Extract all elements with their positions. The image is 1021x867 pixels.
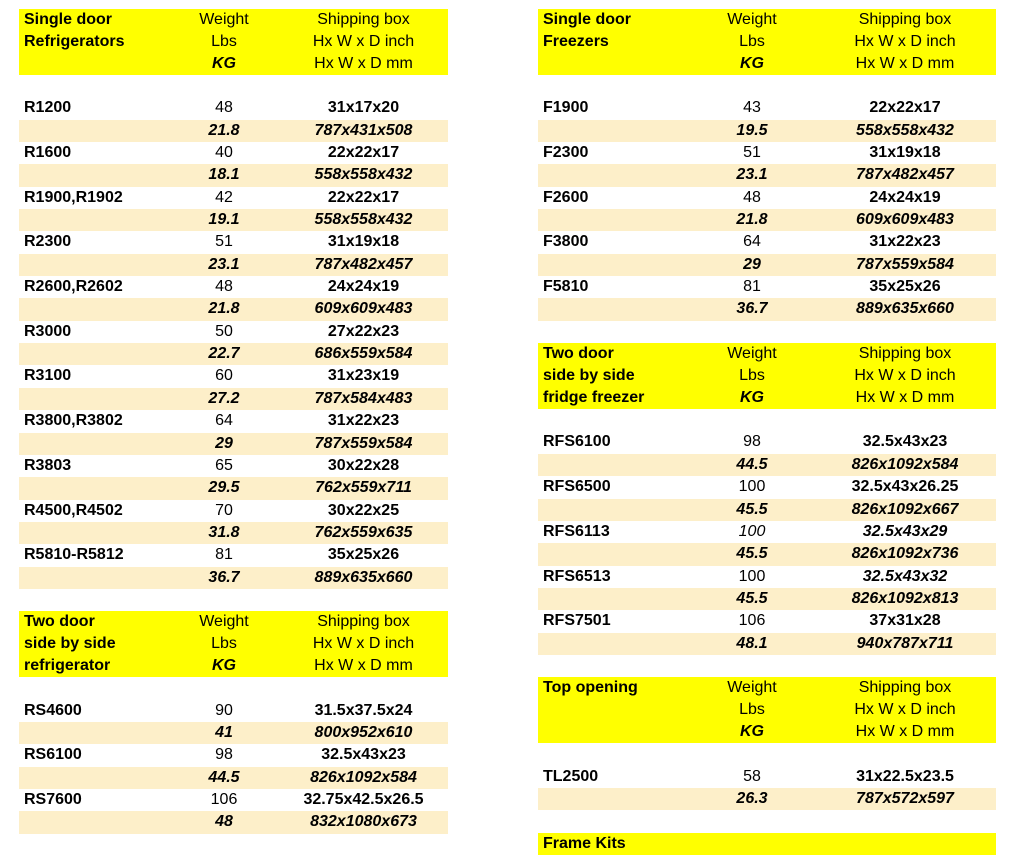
weight-lbs: 98 — [215, 746, 233, 764]
weight-header-line: Lbs — [211, 33, 237, 50]
metric-row-label — [19, 767, 169, 789]
model-row — [19, 365, 448, 387]
category-title-line: side by side — [543, 367, 635, 385]
metric-row-label — [19, 298, 169, 320]
box-mm: 832x1080x673 — [310, 813, 417, 831]
metric-row — [19, 388, 448, 410]
weight-lbs: 100 — [738, 522, 766, 540]
metric-row — [538, 254, 996, 276]
box-inch: 24x24x19 — [869, 188, 941, 206]
metric-row-label — [19, 477, 169, 499]
weight-lbs: 106 — [738, 612, 766, 630]
weight-header-line: KG — [212, 657, 236, 675]
shipping-box-header — [814, 9, 996, 75]
box-mm: 686x559x584 — [314, 345, 413, 363]
weight-header-line: Weight — [199, 11, 249, 28]
category-title-line: Two door — [24, 613, 95, 631]
model-row — [19, 789, 448, 811]
box-mm: 826x1092x736 — [851, 545, 959, 563]
weight-header-line: KG — [740, 389, 764, 407]
model-name: F1900 — [543, 99, 589, 117]
category-title — [538, 677, 690, 743]
shipping-box-header — [279, 9, 448, 75]
shipping-box-header-line: Hx W x D inch — [854, 33, 956, 50]
box-inch: 37x31x28 — [869, 612, 941, 630]
spacer — [538, 75, 996, 97]
model-row — [538, 610, 996, 632]
model-name: RFS6100 — [543, 433, 611, 451]
section-header — [538, 343, 996, 409]
weight-kg: 26.3 — [736, 789, 768, 807]
box-mm: 889x635x660 — [314, 568, 413, 586]
shipping-box-header-line: Shipping box — [858, 345, 952, 363]
box-inch: 31x22.5x23.5 — [856, 767, 954, 785]
weight-kg: 29 — [743, 255, 761, 273]
model-name: RS4600 — [24, 701, 82, 719]
weight-kg: 18.1 — [208, 166, 240, 184]
weight-kg: 22.7 — [208, 345, 240, 363]
weight-header-line: Weight — [727, 11, 777, 28]
weight-header — [169, 9, 279, 75]
weight-kg: 21.8 — [736, 211, 768, 229]
weight-lbs: 70 — [215, 501, 233, 519]
weight-kg: 19.1 — [208, 211, 240, 229]
category-title — [538, 833, 690, 855]
weight-kg: 29 — [215, 434, 233, 452]
shipping-box-header — [279, 611, 448, 677]
metric-row-label — [19, 522, 169, 544]
weight-lbs: 98 — [743, 433, 761, 451]
weight-lbs: 100 — [738, 478, 766, 496]
weight-lbs: 51 — [743, 144, 761, 162]
box-mm: 558x558x432 — [314, 211, 413, 229]
category-title — [19, 611, 169, 677]
model-name: R1600 — [24, 144, 72, 162]
box-inch: 22x22x17 — [327, 188, 400, 206]
model-name: RFS6513 — [543, 567, 611, 585]
box-mm: 609x609x483 — [314, 300, 413, 318]
weight-kg: 45.5 — [736, 500, 768, 518]
metric-row-label — [538, 120, 690, 142]
weight-kg: 45.5 — [736, 589, 768, 607]
weight-lbs: 81 — [743, 278, 761, 296]
box-inch: 27x22x23 — [327, 322, 400, 340]
model-row — [19, 142, 448, 164]
shipping-box-header-line: Hx W x D mm — [855, 389, 955, 407]
weight-header-line: Weight — [727, 345, 777, 363]
box-inch: 31x23x19 — [327, 367, 400, 385]
box-inch: 24x24x19 — [327, 278, 400, 296]
shipping-box-header-line: Shipping box — [317, 613, 410, 631]
left-column — [19, 9, 448, 834]
weight-lbs: 100 — [738, 567, 766, 585]
model-name: TL2500 — [543, 767, 599, 785]
weight-header-line: Lbs — [211, 635, 237, 653]
model-name: R3000 — [24, 322, 72, 340]
weight-lbs: 106 — [210, 790, 238, 808]
shipping-box-header-line: Hx W x D inch — [854, 367, 956, 385]
metric-row — [19, 477, 448, 499]
weight-header — [690, 9, 814, 75]
metric-row-label — [538, 254, 690, 276]
model-name: RS7600 — [24, 790, 82, 808]
box-mm: 889x635x660 — [856, 300, 954, 318]
metric-row-label — [19, 722, 169, 744]
metric-row — [19, 209, 448, 231]
metric-row-label — [19, 433, 169, 455]
metric-row-label — [19, 209, 169, 231]
category-title-line: Frame Kits — [543, 834, 626, 852]
model-row — [538, 142, 996, 164]
model-row — [19, 410, 448, 432]
box-inch: 32.5x43x26.25 — [851, 478, 959, 496]
category-title-line: Single door — [24, 11, 112, 28]
box-mm: 800x952x610 — [314, 723, 413, 741]
model-name: R3100 — [24, 367, 72, 385]
model-name: RFS7501 — [543, 612, 611, 630]
metric-row — [19, 164, 448, 186]
category-title-line: side by side — [24, 635, 116, 653]
box-mm: 787x482x457 — [856, 166, 954, 184]
box-inch: 35x25x26 — [869, 278, 941, 296]
metric-row-label — [538, 588, 690, 610]
category-title-line — [24, 53, 169, 75]
metric-row-label — [19, 811, 169, 833]
model-name: RFS6500 — [543, 478, 611, 496]
box-mm: 762x559x711 — [315, 479, 412, 497]
metric-row — [538, 120, 996, 142]
weight-kg: 19.5 — [736, 121, 768, 139]
box-mm: 826x1092x667 — [851, 500, 959, 518]
model-name: RS6100 — [24, 746, 82, 764]
metric-row-label — [19, 254, 169, 276]
weight-kg: 21.8 — [208, 121, 240, 139]
metric-row — [538, 633, 996, 655]
box-mm: 558x558x432 — [314, 166, 413, 184]
weight-lbs: 64 — [743, 233, 761, 251]
shipping-box-header-line: Hx W x D inch — [312, 635, 415, 653]
section-header — [19, 9, 448, 75]
weight-header — [690, 677, 814, 743]
model-name: F2600 — [543, 188, 589, 206]
model-name: R1900,R1902 — [24, 188, 123, 206]
weight-lbs: 60 — [215, 367, 233, 385]
shipping-box-header-line: Hx W x D mm — [314, 657, 413, 675]
model-row — [19, 97, 448, 119]
spacer — [538, 655, 996, 677]
weight-lbs: 81 — [215, 546, 233, 564]
weight-kg: 48 — [215, 813, 233, 831]
shipping-box-header-line: Hx W x D mm — [855, 55, 955, 72]
weight-lbs: 48 — [743, 188, 761, 206]
metric-row-label — [19, 164, 169, 186]
metric-row — [19, 254, 448, 276]
weight-kg: 44.5 — [736, 455, 768, 473]
category-title-line: Single door — [543, 11, 631, 28]
model-row — [19, 187, 448, 209]
weight-header-line: KG — [212, 55, 236, 72]
section-header — [19, 611, 448, 677]
metric-row-label — [19, 567, 169, 589]
model-row — [19, 455, 448, 477]
model-name: R5810-R5812 — [24, 546, 124, 564]
weight-header-line: KG — [740, 55, 764, 72]
weight-lbs: 48 — [215, 99, 233, 117]
weight-kg: 45.5 — [736, 545, 768, 563]
weight-kg: 29.5 — [208, 479, 240, 497]
box-mm: 787x572x597 — [856, 789, 954, 807]
model-row — [538, 476, 996, 498]
box-inch: 32.75x42.5x26.5 — [303, 790, 424, 808]
box-inch: 31x22x23 — [869, 233, 941, 251]
model-name: R1200 — [24, 99, 72, 117]
shipping-box-header-line: Shipping box — [317, 11, 410, 28]
model-row — [19, 500, 448, 522]
box-mm: 787x559x584 — [856, 255, 954, 273]
category-title-line: Top opening — [543, 679, 638, 697]
metric-row-label — [538, 209, 690, 231]
box-inch: 32.5x43x23 — [321, 746, 406, 764]
metric-row-label — [19, 120, 169, 142]
model-row — [538, 231, 996, 253]
box-mm: 609x609x483 — [856, 211, 954, 229]
model-row — [19, 744, 448, 766]
weight-header — [690, 343, 814, 409]
metric-row-label — [538, 298, 690, 320]
box-inch: 30x22x25 — [327, 501, 400, 519]
metric-row — [19, 811, 448, 833]
box-inch: 32.5x43x29 — [862, 522, 948, 540]
model-row — [538, 566, 996, 588]
metric-row — [538, 499, 996, 521]
shipping-box-header-line: Shipping box — [858, 679, 952, 697]
weight-kg: 21.8 — [208, 300, 240, 318]
metric-row-label — [538, 633, 690, 655]
box-inch: 31x17x20 — [327, 99, 400, 117]
box-inch: 35x25x26 — [327, 546, 400, 564]
weight-lbs: 40 — [215, 144, 233, 162]
metric-row — [19, 298, 448, 320]
metric-row — [538, 209, 996, 231]
model-name: F5810 — [543, 278, 589, 296]
box-inch: 30x22x28 — [327, 456, 400, 474]
model-name: R2300 — [24, 233, 72, 251]
metric-row — [19, 343, 448, 365]
model-row — [538, 521, 996, 543]
metric-row — [538, 298, 996, 320]
metric-row — [19, 722, 448, 744]
category-title-line — [543, 699, 690, 721]
weight-kg: 23.1 — [736, 166, 768, 184]
weight-kg: 31.8 — [208, 523, 240, 541]
metric-row-label — [538, 788, 690, 810]
model-row — [538, 97, 996, 119]
weight-lbs: 43 — [743, 99, 761, 117]
spacer — [19, 589, 448, 611]
model-row — [19, 231, 448, 253]
spacer — [538, 321, 996, 343]
section-header — [538, 833, 996, 855]
shipping-box-header-line: Hx W x D inch — [312, 33, 415, 50]
metric-row — [19, 522, 448, 544]
model-name: R3800,R3802 — [24, 412, 123, 430]
model-name: RFS6113 — [543, 522, 610, 540]
category-title-line: refrigerator — [24, 657, 111, 675]
weight-kg: 36.7 — [208, 568, 240, 586]
model-name: R3803 — [24, 456, 72, 474]
box-mm: 787x482x457 — [314, 255, 413, 273]
category-title-line: Refrigerators — [24, 33, 125, 50]
section-header — [538, 9, 996, 75]
section-header — [538, 677, 996, 743]
weight-lbs: 90 — [215, 701, 233, 719]
weight-kg: 41 — [215, 723, 233, 741]
model-name: R2600,R2602 — [24, 278, 123, 296]
shipping-box-header-line: Hx W x D inch — [854, 701, 956, 719]
box-mm: 762x559x635 — [314, 523, 413, 541]
category-title-line: Two door — [543, 345, 614, 363]
metric-row-label — [538, 499, 690, 521]
weight-header-line: Lbs — [739, 701, 765, 719]
right-column — [538, 9, 996, 855]
weight-header-line: Weight — [199, 613, 249, 631]
metric-row — [19, 567, 448, 589]
metric-row — [19, 120, 448, 142]
category-title-line — [543, 53, 690, 75]
shipping-box-header-line: Hx W x D mm — [314, 55, 413, 72]
metric-row — [538, 543, 996, 565]
weight-header-line: Lbs — [739, 33, 765, 50]
weight-header-line: Weight — [727, 679, 777, 697]
model-row — [19, 276, 448, 298]
model-name: F3800 — [543, 233, 589, 251]
metric-row — [538, 588, 996, 610]
category-title-line: Freezers — [543, 33, 609, 50]
shipping-box-header — [814, 677, 996, 743]
category-title-line: fridge freezer — [543, 389, 645, 407]
model-row — [538, 766, 996, 788]
box-inch: 32.5x43x32 — [862, 567, 948, 585]
model-name: F2300 — [543, 144, 589, 162]
box-mm: 826x1092x584 — [851, 455, 959, 473]
box-inch: 31x19x18 — [327, 233, 400, 251]
box-mm: 826x1092x813 — [851, 589, 959, 607]
model-row — [538, 187, 996, 209]
weight-header-line: KG — [740, 723, 764, 741]
model-row — [19, 700, 448, 722]
box-mm: 787x559x584 — [314, 434, 413, 452]
box-inch: 31x22x23 — [327, 412, 400, 430]
weight-lbs: 64 — [215, 412, 233, 430]
metric-row-label — [538, 454, 690, 476]
metric-row — [538, 788, 996, 810]
weight-kg: 23.1 — [208, 255, 240, 273]
weight-kg: 36.7 — [736, 300, 768, 318]
weight-kg: 44.5 — [208, 768, 240, 786]
box-mm: 940x787x711 — [856, 634, 954, 652]
category-title — [538, 343, 690, 409]
box-mm: 787x584x483 — [314, 389, 413, 407]
spacer — [19, 677, 448, 699]
model-row — [538, 431, 996, 453]
spacer — [538, 810, 996, 832]
metric-row — [19, 433, 448, 455]
weight-lbs: 58 — [743, 767, 761, 785]
weight-lbs: 65 — [215, 456, 233, 474]
metric-row — [538, 164, 996, 186]
metric-row-label — [19, 343, 169, 365]
box-mm: 787x431x508 — [314, 121, 413, 139]
box-mm: 826x1092x584 — [310, 768, 417, 786]
box-inch: 22x22x17 — [327, 144, 400, 162]
category-title-line — [543, 721, 690, 743]
weight-lbs: 48 — [215, 278, 233, 296]
weight-header — [169, 611, 279, 677]
model-row — [538, 276, 996, 298]
weight-lbs: 51 — [215, 233, 233, 251]
box-mm: 558x558x432 — [856, 121, 954, 139]
model-name: R4500,R4502 — [24, 501, 123, 519]
model-row — [19, 321, 448, 343]
metric-row-label — [538, 164, 690, 186]
metric-row-label — [19, 388, 169, 410]
model-row — [19, 544, 448, 566]
metric-row — [19, 767, 448, 789]
spacer — [19, 75, 448, 97]
weight-kg: 27.2 — [208, 389, 240, 407]
box-inch: 22x22x17 — [869, 99, 941, 117]
spacer — [538, 409, 996, 431]
category-title — [19, 9, 169, 75]
shipping-box-header-line: Shipping box — [858, 11, 952, 28]
shipping-box-header-line: Hx W x D mm — [855, 723, 955, 741]
weight-header-line: Lbs — [739, 367, 765, 385]
shipping-box-header — [814, 343, 996, 409]
box-inch: 31x19x18 — [869, 144, 941, 162]
weight-lbs: 50 — [215, 322, 233, 340]
box-inch: 31.5x37.5x24 — [314, 701, 413, 719]
spacer — [538, 743, 996, 765]
weight-lbs: 42 — [215, 188, 233, 206]
weight-kg: 48.1 — [736, 634, 768, 652]
metric-row-label — [538, 543, 690, 565]
box-inch: 32.5x43x23 — [862, 433, 948, 451]
metric-row — [538, 454, 996, 476]
category-title — [538, 9, 690, 75]
